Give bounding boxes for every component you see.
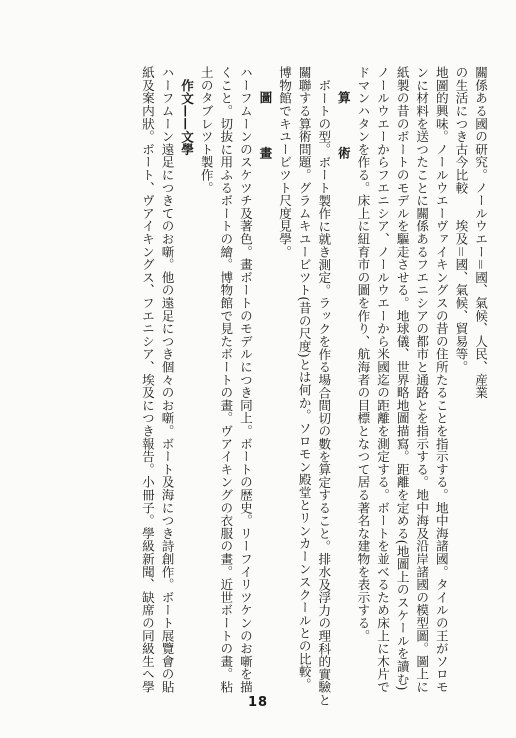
- text-line-2: の生活につき古今比較 埃及＝國、氣候、貿易等。: [453, 66, 469, 374]
- text-line-3: 地圖的興味。ノールウエーヴァイキングスの昔の住所たることを指示する。地中海諸國。タイルの王がソロモ: [433, 66, 449, 694]
- text-line-6: ノールウエーからフエニシア、ノールウエーから米國迄の距離を測定する。ボートを並べるため床上に木片で: [375, 66, 391, 694]
- page-number: 18: [247, 695, 269, 710]
- text-line-17: ハーフムーン遠足につきてのお噺。他の遠足につき個々のお噺。ボート及海につき詩創作。ボート展覽會の貼: [159, 66, 175, 694]
- text-line-5: 紙製の昔のボートのモデルを驅走させる。地球儀、世界略地圖描寫。距離を定める(地圖上のスケールを讀む): [394, 66, 410, 691]
- text-line-15: 土のタブレツト製作。: [198, 66, 214, 194]
- text-line-1: 關係ある國の研究。ノールウエー＝國、氣候、人民、産業: [473, 66, 488, 399]
- section-heading-arithmetic: 算 術: [335, 91, 351, 175]
- text-line-13: ハーフムーンのスケツチ及著色。畫ボートのモデルにつき同上。ボートの歴史。リーフイリツケンのお噺を描: [237, 66, 253, 694]
- section-heading-composition: 作文——文學: [179, 78, 195, 156]
- text-line-10: 關聯する算術問題。グラムキユービツト(昔の尺度)とは何か。ソロモン殿堂とリンカーンスクールとの比較。: [296, 66, 312, 691]
- text-line-11: 博物館でキユービツト尺度見學。: [277, 66, 293, 258]
- text-line-4: ンに材料を送つたことに關係あるフエニシアの都市と通路とを指示する。地中海及沿岸諸國の模型圖。圖上に: [414, 66, 430, 694]
- text-line-18: 紙及案内狀。ボート、ヴアイキングス、フエニシア、埃及につき報告。小冊子。學級新聞、缺席の同級生へ學: [139, 66, 155, 694]
- section-heading-drawing: 圖 畫: [257, 91, 273, 175]
- text-line-7: ドマンハタンを作る。床上に紐育市の圖を作り、航海者の目標となつて居る著名な建物を表示する。: [355, 66, 371, 642]
- text-line-9: ボートの型。ボート製作に就き測定。ラックを作る場合間切の數を算定すること。排水及浮力の理科的實驗と: [316, 78, 332, 706]
- text-line-14: くこと。切抜に用ふるボートの繪。博物館で見たボートの畫。ヴアイキングの衣服の畫。近世ボートの畫。粘: [218, 66, 234, 694]
